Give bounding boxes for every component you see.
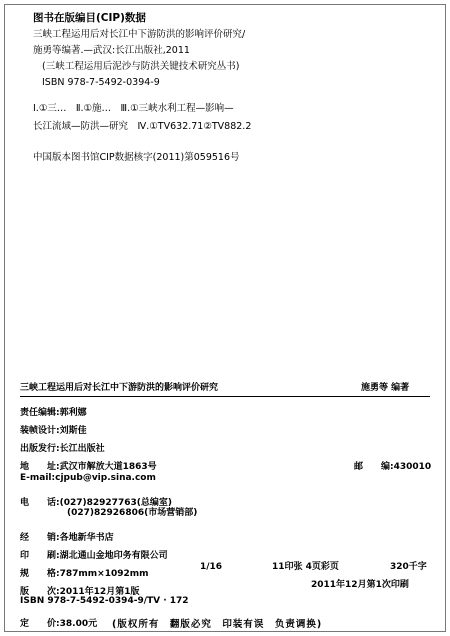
publisher-value: 长江出版社 (59, 444, 105, 454)
cip-header: 图书在版编目(CIP)数据 (33, 12, 146, 24)
printer-row: 印 刷:湖北通山金地印务有限公司 (20, 551, 168, 561)
cip-subjects-2: 长江流域—防洪—研究 Ⅳ.①TV632.71②TV882.2 (33, 121, 252, 132)
distributor-label: 经 销 (20, 533, 57, 543)
postcode-value: 430010 (393, 462, 432, 472)
spec-value: 787mm×1092mm (59, 569, 149, 579)
edition-value: 2011年12月第1版 (59, 587, 140, 597)
distributor-row: 经 销:各地新华书店 (20, 533, 114, 543)
phone-value-2: (027)82926806(市场营销部) (67, 508, 198, 518)
spec-row: 规 格:787mm×1092mm (20, 569, 149, 579)
distributor-value: 各地新华书店 (59, 533, 114, 543)
address-value: 武汉市解放大道1863号 (59, 462, 157, 472)
postcode-label: 邮 编 (354, 462, 391, 472)
address-label: 地 址 (20, 462, 57, 472)
cip-library-note: 中国版本图书馆CIP数据核字(2011)第059516号 (33, 152, 240, 163)
editor-value: 郭利娜 (59, 408, 87, 418)
cip-line-authors: 施勇等编著.—武汉:长江出版社,2011 (33, 45, 190, 56)
address-row: 地 址:武汉市解放大道1863号 (20, 462, 157, 472)
email: E-mail:cjpub@vip.sina.com (20, 473, 156, 483)
book-authors: 施勇等 编著 (361, 383, 410, 393)
price-row: 定 价:38.00元 (20, 619, 98, 629)
publisher-row: 出版发行:长江出版社 (20, 444, 105, 454)
sheets-value: 11印张 4页彩页 (272, 562, 339, 572)
phone-label: 电 话 (20, 498, 57, 508)
cip-line-title: 三峡工程运用后对长江中下游防洪的影响评价研究/ (33, 29, 246, 40)
editor-row: 责任编辑:郭利娜 (20, 408, 87, 418)
publisher-label: 出版发行 (20, 444, 57, 454)
cip-subjects-1: Ⅰ.①三… Ⅱ.①施… Ⅲ.①三峡水利工程—影响— (33, 103, 234, 114)
copyright-footer: (版权所有 翻版必究 印装有误 负责调换) (112, 619, 323, 630)
spec-label: 规 格 (20, 569, 57, 579)
edition-label: 版 次 (20, 587, 57, 597)
design-row: 装帧设计:刘斯佳 (20, 426, 87, 436)
format-value: 1/16 (200, 562, 223, 572)
editor-label: 责任编辑 (20, 408, 57, 418)
phone-row: 电 话:(027)82927763(总编室) (20, 498, 172, 508)
price-value: 38.00元 (59, 619, 98, 629)
wordcount-value: 320千字 (390, 562, 427, 572)
colophon-rule (20, 396, 430, 397)
design-value: 刘斯佳 (59, 426, 87, 436)
printer-value: 湖北通山金地印务有限公司 (59, 551, 168, 561)
design-label: 装帧设计 (20, 426, 57, 436)
cip-line-isbn: ISBN 978-7-5492-0394-9 (42, 77, 160, 88)
cip-line-series: (三峡工程运用后泥沙与防洪关键技术研究丛书) (42, 61, 240, 72)
isbn-full: ISBN 978-7-5492-0394-9/TV · 172 (20, 596, 189, 606)
phone-value-1: (027)82927763(总编室) (59, 498, 172, 508)
printing-value: 2011年12月第1次印刷 (311, 580, 409, 590)
postcode-row: 邮 编:430010 (354, 462, 432, 472)
book-title: 三峡工程运用后对长江中下游防洪的影响评价研究 (20, 383, 219, 393)
price-label: 定 价 (20, 619, 57, 629)
printer-label: 印 刷 (20, 551, 57, 561)
edition-row: 版 次:2011年12月第1版 (20, 587, 140, 597)
